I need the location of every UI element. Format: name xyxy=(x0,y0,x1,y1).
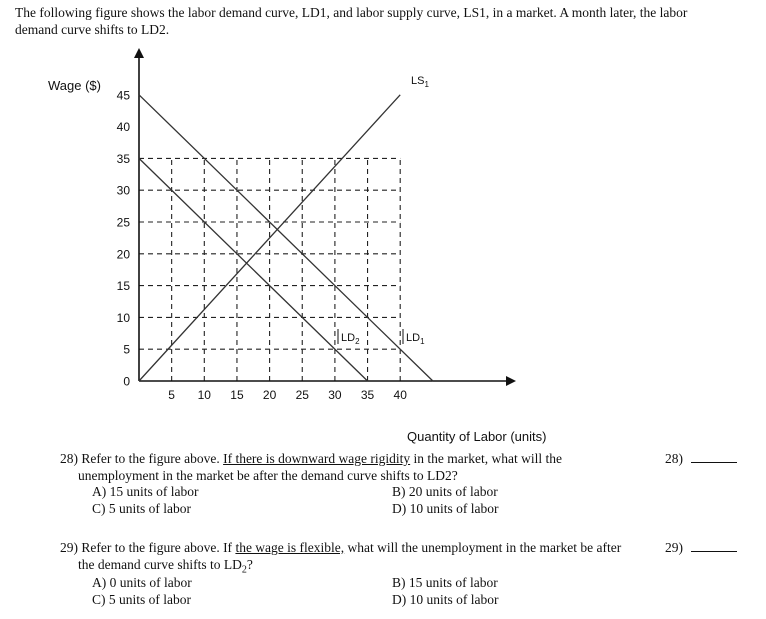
question-28-post: in the market, what will the xyxy=(413,451,562,466)
intro-line-2: demand curve shifts to LD2. xyxy=(15,22,170,37)
curve-label-LS1: $LS_1$ xyxy=(411,75,429,89)
x-tick-15: 15 xyxy=(230,388,244,402)
labor-market-chart xyxy=(0,40,766,450)
curve-label-LD2: $LD_2$ xyxy=(341,332,360,346)
question-29-line-2-sub: 2 xyxy=(241,564,247,576)
option-28-d[interactable]: D) 10 units of labor xyxy=(392,501,499,516)
x-tick-20: 20 xyxy=(262,388,277,402)
x-tick-35: 35 xyxy=(360,388,375,402)
y-tick-35: 35 xyxy=(116,151,130,166)
y-tick-15: 15 xyxy=(116,279,130,294)
answer-28-blank[interactable] xyxy=(691,450,737,463)
y-tick-25: 25 xyxy=(116,215,130,230)
answer-29-blank[interactable] xyxy=(691,539,737,552)
curve-LD1 xyxy=(139,95,433,381)
y-tick-0: 0 xyxy=(123,374,130,389)
answer-29-slot xyxy=(665,539,737,556)
x-tick-10: 10 xyxy=(197,388,211,402)
option-29-a[interactable]: A) 0 units of labor xyxy=(92,575,192,590)
option-29-b[interactable]: B) 15 units of labor xyxy=(392,575,498,590)
y-tick-40: 40 xyxy=(116,120,130,135)
option-28-b[interactable]: B) 20 units of labor xyxy=(392,484,498,499)
curve-labels xyxy=(338,75,429,346)
answer-28-slot xyxy=(665,450,737,467)
curve-LD2 xyxy=(139,158,368,381)
option-29-d[interactable]: D) 10 units of labor xyxy=(392,592,499,607)
question-29-pre: Refer to the figure above. If xyxy=(81,540,233,555)
question-29-underlined: the wage is flexible, xyxy=(235,540,345,555)
question-29-post: what will the unemployment in the market be after xyxy=(347,540,622,555)
y-tick-45: 45 xyxy=(116,88,130,103)
curves xyxy=(139,95,433,381)
question-28-pre: Refer to the figure above. xyxy=(81,451,220,466)
curve-label-LD1: $LD_1$ xyxy=(406,332,425,346)
x-axis-label: Quantity of Labor (units) xyxy=(407,429,547,444)
question-29-line-2-text: the demand curve shifts to LD xyxy=(78,557,242,572)
x-tick-40: 40 xyxy=(393,388,407,402)
axes xyxy=(139,50,514,381)
x-tick-30: 30 xyxy=(328,388,342,402)
intro-line-1: The following figure shows the labor demand curve, LD1, and labor supply curve, LS1, in a market. A month later, the labor xyxy=(15,5,688,20)
question-28-underlined: If there is downward wage rigidity xyxy=(223,451,411,466)
option-29-c[interactable]: C) 5 units of labor xyxy=(92,592,191,607)
y-tick-20: 20 xyxy=(116,247,130,262)
grid-lines xyxy=(139,158,400,381)
answer-29-label: 29) xyxy=(665,540,683,555)
y-tick-5: 5 xyxy=(123,342,130,357)
y-axis-label: Wage ($) xyxy=(48,78,101,93)
option-28-c[interactable]: C) 5 units of labor xyxy=(92,501,191,516)
answer-28-label: 28) xyxy=(665,451,683,466)
question-29-number: 29) xyxy=(60,540,78,555)
intro-text xyxy=(15,4,687,38)
question-28-line-2: unemployment in the market be after the demand curve shifts to LD2? xyxy=(78,468,458,483)
option-28-a[interactable]: A) 15 units of labor xyxy=(92,484,199,499)
curve-LS1 xyxy=(139,95,400,381)
question-28 xyxy=(60,450,562,467)
y-tick-10: 10 xyxy=(116,310,130,325)
question-29 xyxy=(60,539,621,556)
x-tick-5: 5 xyxy=(168,388,175,402)
question-29-line-2-end: ? xyxy=(246,557,253,572)
question-28-number: 28) xyxy=(60,451,78,466)
y-tick-30: 30 xyxy=(116,183,130,198)
x-tick-25: 25 xyxy=(295,388,309,402)
